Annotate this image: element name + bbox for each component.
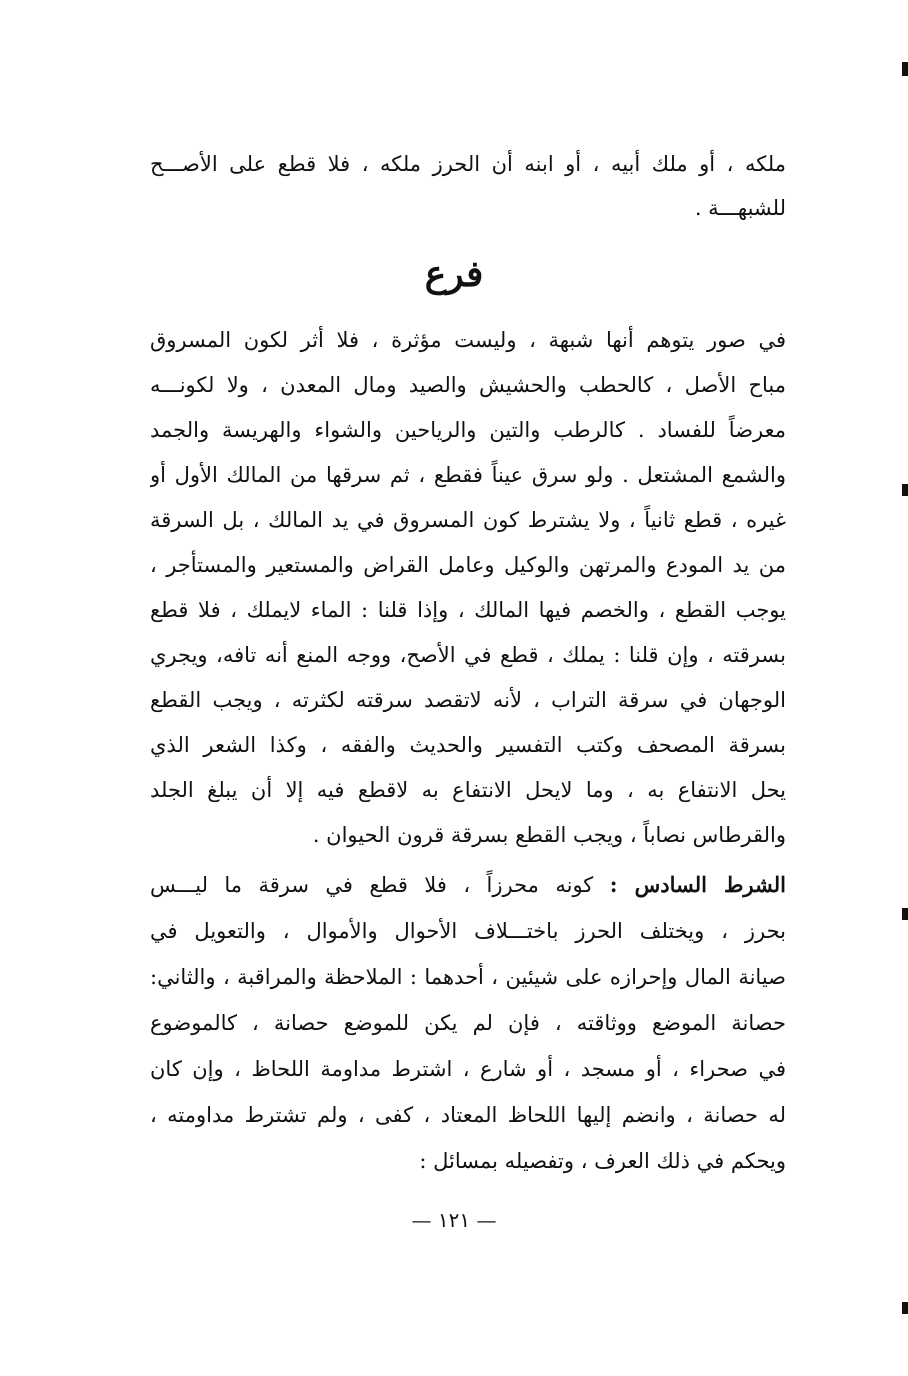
paragraph-line: من يد المودع والمرتهن والوكيل وعامل القراض والمستعير والمستأجر ، xyxy=(150,553,786,577)
paragraph-line: حصانة الموضع ووثاقته ، فإن لم يكن للموضع حصانة ، كالموضوع xyxy=(150,1011,786,1035)
paragraph-line: بحرز ، ويختلف الحرز باختـــلاف الأحوال والأموال ، والتعويل في xyxy=(150,919,786,943)
paragraph-line: يوجب القطع ، والخصم فيها المالك ، وإذا قلنا : الماء لايملك ، فلا قطع xyxy=(150,598,786,622)
paragraph-line: مباح الأصل ، كالحطب والحشيش والصيد ومال المعدن ، ولا لكونـــه xyxy=(150,373,786,397)
scan-edge-mark xyxy=(902,62,908,76)
paragraph-line: له حصانة ، وانضم إليها اللحاظ المعتاد ، كفى ، ولم تشترط مداومته ، xyxy=(150,1103,786,1127)
intro-line: ملكه ، أو ملك أبيه ، أو ابنه أن الحرز ملكه ، فلا قطع على الأصـــح xyxy=(150,152,786,176)
scan-edge-mark xyxy=(902,908,908,920)
paragraph-sixth-condition xyxy=(150,862,786,1184)
paragraph-line: غيره ، قطع ثانياً ، ولا يشترط كون المسروق في يد المالك ، بل السرقة xyxy=(150,508,786,532)
scan-edge-mark xyxy=(902,484,908,496)
paragraph-line: والقرطاس نصاباً ، ويجب القطع بسرقة قرون الحيوان . xyxy=(312,823,786,847)
paragraph-first-line xyxy=(150,862,786,908)
page-number: — ١٢١ — xyxy=(411,1208,497,1232)
paragraph-line: والشمع المشتعل . ولو سرق عيناً فقطع ، ثم سرقها من المالك الأول أو xyxy=(150,463,786,487)
paragraph-line: يحل الانتفاع به ، وما لايحل الانتفاع به لاقطع فيه إلا أن يبلغ الجلد xyxy=(150,778,786,802)
paragraph-far xyxy=(150,318,786,858)
scan-edge-mark xyxy=(902,1302,908,1314)
paragraph-line: ويحكم في ذلك العرف ، وتفصيله بمسائل : xyxy=(419,1149,786,1173)
section-heading: فرع xyxy=(424,253,484,295)
condition-first-line-text: كونه محرزاً ، فلا قطع في سرقة ما ليـــس xyxy=(150,873,610,897)
paragraph-line: الوجهان في سرقة التراب ، لأنه لاتقصد سرقته لكثرته ، ويجب القطع xyxy=(150,688,786,712)
condition-label: الشرط السادس : xyxy=(609,872,786,897)
paragraph-line: في صور يتوهم أنها شبهة ، وليست مؤثرة ، فلا أثر لكون المسروق xyxy=(150,328,786,352)
intro-paragraph xyxy=(150,142,786,230)
paragraph-line: صيانة المال وإحرازه على شيئين ، أحدهما : الملاحظة والمراقبة ، والثاني: xyxy=(150,965,786,989)
paragraph-line: بسرقته ، وإن قلنا : يملك ، قطع في الأصح، ووجه المنع أنه تافه، ويجري xyxy=(150,643,786,667)
paragraph-line: بسرقة المصحف وكتب التفسير والحديث والفقه ، وكذا الشعر الذي xyxy=(150,733,786,757)
paragraph-line: في صحراء ، أو مسجد ، أو شارع ، اشترط مداومة اللحاظ ، وإن كان xyxy=(150,1057,786,1081)
paragraph-line: معرضاً للفساد . كالرطب والتين والرياحين والشواء والهريسة والجمد xyxy=(150,418,786,442)
intro-line: للشبهـــة . xyxy=(694,196,786,220)
